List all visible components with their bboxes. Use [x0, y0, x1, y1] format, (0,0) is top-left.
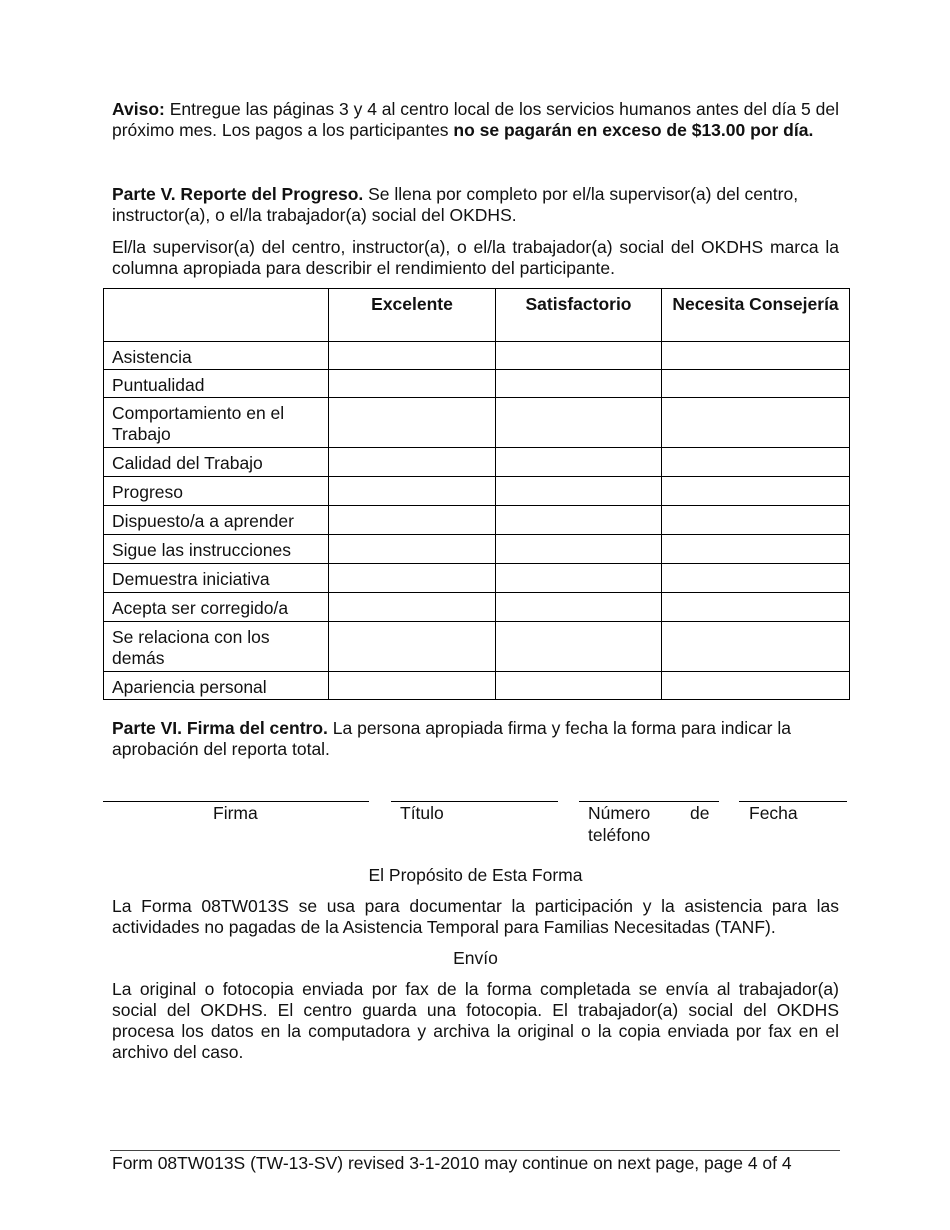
checkbox-cell-excelente[interactable] — [329, 564, 496, 593]
signature-line-fecha[interactable] — [739, 801, 847, 802]
row-label: Comportamiento en el Trabajo — [104, 398, 329, 448]
row-label: Puntualidad — [104, 370, 329, 398]
checkbox-cell-satisfactorio[interactable] — [496, 448, 662, 477]
signature-label-de: de — [690, 803, 710, 823]
table-row — [104, 593, 850, 622]
part-v-paragraph — [112, 184, 839, 226]
checkbox-cell-satisfactorio[interactable] — [496, 564, 662, 593]
checkbox-cell-necesita-consejeria[interactable] — [662, 593, 850, 622]
header-excelente: Excelente — [329, 289, 496, 342]
header-necesita-consejeria: Necesita Consejería — [662, 289, 850, 342]
header-satisfactorio: Satisfactorio — [496, 289, 662, 342]
envio-heading: Envío — [453, 948, 498, 968]
checkbox-cell-necesita-consejeria[interactable] — [662, 564, 850, 593]
signature-label-titulo: Título — [400, 803, 444, 823]
purpose-text: La Forma 08TW013S se usa para documentar la participación y la asistencia para las actividades no pagadas de la Asistencia Temporal para Familias Necesitadas (TANF). — [112, 896, 839, 937]
table-row — [104, 398, 850, 448]
notice-text: Entregue las páginas 3 y 4 al centro local de los servicios humanos antes del día 5 del próximo mes. Los pagos a los participantes — [112, 99, 839, 140]
checkbox-cell-necesita-consejeria[interactable] — [662, 448, 850, 477]
notice-label: Aviso: — [112, 99, 165, 119]
signature-line-titulo[interactable] — [391, 801, 558, 802]
table-row — [104, 672, 850, 700]
checkbox-cell-excelente[interactable] — [329, 398, 496, 448]
row-label: Se relaciona con los demás — [104, 622, 329, 672]
checkbox-cell-excelente[interactable] — [329, 506, 496, 535]
checkbox-cell-satisfactorio[interactable] — [496, 398, 662, 448]
progress-table — [103, 288, 850, 700]
row-label: Demuestra iniciativa — [104, 564, 329, 593]
checkbox-cell-necesita-consejeria[interactable] — [662, 398, 850, 448]
checkbox-cell-necesita-consejeria[interactable] — [662, 506, 850, 535]
table-row — [104, 477, 850, 506]
checkbox-cell-excelente[interactable] — [329, 448, 496, 477]
checkbox-cell-excelente[interactable] — [329, 672, 496, 700]
checkbox-cell-necesita-consejeria[interactable] — [662, 342, 850, 370]
signature-line-telefono[interactable] — [579, 801, 719, 802]
row-label: Sigue las instrucciones — [104, 535, 329, 564]
table-row — [104, 448, 850, 477]
checkbox-cell-excelente[interactable] — [329, 535, 496, 564]
header-blank — [104, 289, 329, 342]
row-label: Dispuesto/a a aprender — [104, 506, 329, 535]
checkbox-cell-satisfactorio[interactable] — [496, 535, 662, 564]
checkbox-cell-necesita-consejeria[interactable] — [662, 535, 850, 564]
row-label: Acepta ser corregido/a — [104, 593, 329, 622]
footer-text: Form 08TW013S (TW-13-SV) revised 3-1-2010 may continue on next page, page 4 of 4 — [112, 1153, 792, 1173]
checkbox-cell-excelente[interactable] — [329, 477, 496, 506]
notice-bold-text: no se pagarán en exceso de $13.00 por día. — [453, 120, 814, 140]
part-v-text: Se llena por completo por el/la supervisor(a) del centro, instructor(a), o el/la trabajador(a) social del OKDHS. — [112, 184, 799, 225]
envio-text: La original o fotocopia enviada por fax de la forma completada se envía al trabajador(a) social del OKDHS. El centro guarda una fotocopia. El trabajador(a) social del OKDHS procesa los datos en la computadora y archiva la original o la copia enviada por fax en el archivo del caso. — [112, 979, 839, 1062]
row-label: Asistencia — [104, 342, 329, 370]
table-header-row — [104, 289, 850, 342]
checkbox-cell-necesita-consejeria[interactable] — [662, 477, 850, 506]
checkbox-cell-excelente[interactable] — [329, 342, 496, 370]
purpose-heading: El Propósito de Esta Forma — [368, 865, 583, 885]
part-vi-text: La persona apropiada firma y fecha la forma para indicar la aprobación del reporta total. — [112, 718, 791, 759]
notice-paragraph — [112, 99, 839, 141]
table-row — [104, 370, 850, 398]
checkbox-cell-satisfactorio[interactable] — [496, 477, 662, 506]
part-vi-heading: Parte VI. Firma del centro. — [112, 718, 328, 738]
checkbox-cell-satisfactorio[interactable] — [496, 622, 662, 672]
table-row — [104, 535, 850, 564]
signature-line-firma[interactable] — [103, 801, 369, 802]
checkbox-cell-satisfactorio[interactable] — [496, 672, 662, 700]
checkbox-cell-excelente[interactable] — [329, 622, 496, 672]
part-v-instructions: El/la supervisor(a) del centro, instructor(a), o el/la trabajador(a) social del OKDHS marca la columna apropiada para describir el rendimiento del participante. — [112, 237, 839, 278]
row-label: Progreso — [104, 477, 329, 506]
part-v-heading: Parte V. Reporte del Progreso. — [112, 184, 364, 204]
checkbox-cell-excelente[interactable] — [329, 593, 496, 622]
checkbox-cell-satisfactorio[interactable] — [496, 593, 662, 622]
signature-label-firma: Firma — [213, 803, 258, 823]
checkbox-cell-satisfactorio[interactable] — [496, 370, 662, 398]
checkbox-cell-necesita-consejeria[interactable] — [662, 622, 850, 672]
row-label: Apariencia personal — [104, 672, 329, 700]
checkbox-cell-necesita-consejeria[interactable] — [662, 672, 850, 700]
table-row — [104, 506, 850, 535]
row-label: Calidad del Trabajo — [104, 448, 329, 477]
checkbox-cell-satisfactorio[interactable] — [496, 506, 662, 535]
table-row — [104, 564, 850, 593]
signature-label-telefono: teléfono — [588, 825, 651, 845]
footer-divider — [110, 1150, 840, 1151]
signature-label-numero: Número — [588, 803, 651, 823]
part-vi-paragraph — [112, 718, 839, 760]
signature-label-fecha: Fecha — [749, 803, 798, 823]
checkbox-cell-necesita-consejeria[interactable] — [662, 370, 850, 398]
checkbox-cell-satisfactorio[interactable] — [496, 342, 662, 370]
table-row — [104, 342, 850, 370]
table-row — [104, 622, 850, 672]
checkbox-cell-excelente[interactable] — [329, 370, 496, 398]
